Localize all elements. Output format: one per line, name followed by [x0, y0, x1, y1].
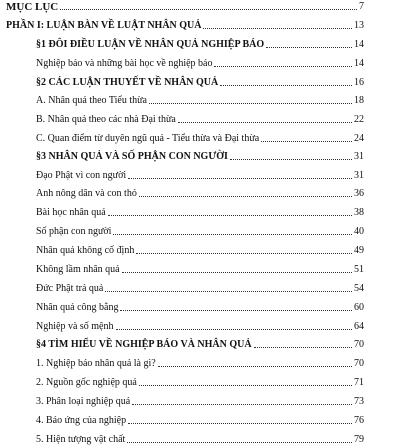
toc-item-line[interactable]: [36, 371, 364, 389]
dot-leader: [220, 84, 352, 86]
dot-leader: [120, 309, 352, 311]
dot-leader: [254, 346, 352, 348]
toc-entry-label: 4. Báo ứng của nghiệp: [36, 415, 127, 426]
toc-item-line[interactable]: [36, 428, 364, 446]
toc-entry-page: 70: [354, 339, 364, 350]
toc-item-line[interactable]: [36, 89, 364, 107]
toc-entry-label: Số phận con người: [36, 226, 112, 237]
toc-item-line[interactable]: [36, 108, 364, 126]
toc-entry-page: 36: [354, 188, 364, 199]
toc-entry-page: 71: [354, 377, 364, 388]
toc-entry-label: A. Nhân quả theo Tiểu thừa: [36, 95, 147, 106]
dot-leader: [266, 46, 352, 48]
toc-entry-page: 54: [354, 283, 364, 294]
toc-section-line[interactable]: [36, 71, 364, 89]
toc-entry-label: §1 ĐÔI ĐIỀU LUẬN VỀ NHÂN QUẢ NGHIỆP BÁO: [36, 39, 265, 50]
dot-leader: [113, 233, 352, 235]
toc-item-line[interactable]: [36, 315, 364, 333]
dot-leader: [127, 441, 352, 443]
toc-entry-label: Nhân quả không cố định: [36, 245, 135, 256]
dot-leader: [230, 158, 352, 160]
toc-entry-label: 2. Nguồn gốc nghiệp quả: [36, 377, 137, 388]
toc-entry-label: §3 NHÂN QUẢ VÀ SỐ PHẬN CON NGƯỜI: [36, 151, 228, 162]
toc-entry-page: 31: [354, 170, 364, 181]
dot-leader: [108, 214, 352, 216]
toc-item-line[interactable]: [36, 52, 364, 70]
toc-section-line[interactable]: [36, 33, 364, 51]
toc-entry-label: C. Quan điểm từ duyên ngũ quả - Tiểu thừa và Đại thừa: [36, 133, 260, 144]
toc-entry-label: 1. Nghiệp báo nhân quả là gì?: [36, 358, 156, 369]
toc-entry-page: 31: [354, 151, 364, 162]
toc-entry-label: 3. Phân loại nghiệp quả: [36, 396, 131, 407]
toc-item-line[interactable]: [36, 296, 364, 314]
dot-leader: [60, 8, 357, 10]
toc-entry-label: Anh nông dân và con thỏ: [36, 188, 137, 199]
toc-item-line[interactable]: [36, 220, 364, 238]
toc-section-line[interactable]: [36, 333, 364, 351]
dot-leader: [214, 65, 352, 67]
dot-leader: [203, 27, 352, 29]
toc-entry-label: B. Nhân quả theo các nhà Đại thừa: [36, 114, 176, 125]
toc-entry-label: PHẦN I: LUẬN BÀN VỀ LUẬT NHÂN QUẢ: [6, 20, 202, 31]
dot-leader: [132, 403, 352, 405]
dot-leader: [261, 140, 352, 142]
toc-title-line: [6, 0, 364, 13]
toc-entry-page: 13: [354, 20, 364, 31]
toc-entry-page: 38: [354, 207, 364, 218]
toc-item-line[interactable]: [36, 201, 364, 219]
toc-entry-page: 49: [354, 245, 364, 256]
dot-leader: [128, 177, 352, 179]
toc-entry-label: Bài học nhân quả: [36, 207, 106, 218]
toc-entry-label: Đạo Phật vì con người: [36, 170, 127, 181]
toc-entry-page: 14: [354, 39, 364, 50]
toc-entry-label: Nhân quả công bằng: [36, 302, 119, 313]
toc-entry-page: 60: [354, 302, 364, 313]
toc-entry-label: Đức Phật trả quả: [36, 283, 104, 294]
toc-section-line[interactable]: [36, 145, 364, 163]
toc-entry-label: §4 TÌM HIỂU VỀ NGHIỆP BÁO VÀ NHÂN QUẢ: [36, 339, 252, 350]
toc-entry-label: Nghiệp báo và những bài học về nghiệp báo: [36, 58, 213, 69]
toc-entry-page: 79: [354, 434, 364, 445]
toc-item-line[interactable]: [36, 182, 364, 200]
dot-leader: [128, 422, 352, 424]
dot-leader: [149, 102, 352, 104]
toc-item-line[interactable]: [36, 127, 364, 145]
toc-entry-page: 64: [354, 321, 364, 332]
toc-entry-label: §2 CÁC LUẬN THUYẾT VỀ NHÂN QUẢ: [36, 77, 219, 88]
toc-entry-label: Nghiệp và số mệnh: [36, 321, 114, 332]
toc-entry-label: 5. Hiện tượng vật chất: [36, 434, 126, 445]
toc-entry-page: 22: [354, 114, 364, 125]
dot-leader: [178, 121, 352, 123]
toc-entry-page: 51: [354, 264, 364, 275]
dot-leader: [139, 384, 352, 386]
toc-entry-page: 24: [354, 133, 364, 144]
toc-part-line[interactable]: [6, 14, 364, 32]
toc-title: MỤC LỤC: [6, 1, 59, 13]
toc-entry-page: 40: [354, 226, 364, 237]
toc-item-line[interactable]: [36, 409, 364, 427]
toc-item-line[interactable]: [36, 277, 364, 295]
toc-entry-page: 18: [354, 95, 364, 106]
toc-title-page: 7: [359, 1, 364, 12]
dot-leader: [105, 290, 352, 292]
toc-item-line[interactable]: [36, 239, 364, 257]
dot-leader: [158, 365, 352, 367]
dot-leader: [116, 328, 353, 330]
toc-entry-page: 16: [354, 77, 364, 88]
toc-item-line[interactable]: [36, 164, 364, 182]
toc-entry-label: Không lầm nhân quả: [36, 264, 120, 275]
dot-leader: [136, 252, 352, 254]
toc-entry-page: 76: [354, 415, 364, 426]
toc-entry-page: 73: [354, 396, 364, 407]
toc-entry-page: 70: [354, 358, 364, 369]
toc-item-line[interactable]: [36, 258, 364, 276]
toc-entry-page: 14: [354, 58, 364, 69]
dot-leader: [122, 271, 352, 273]
toc-item-line[interactable]: [36, 390, 364, 408]
toc-item-line[interactable]: [36, 352, 364, 370]
dot-leader: [139, 195, 352, 197]
